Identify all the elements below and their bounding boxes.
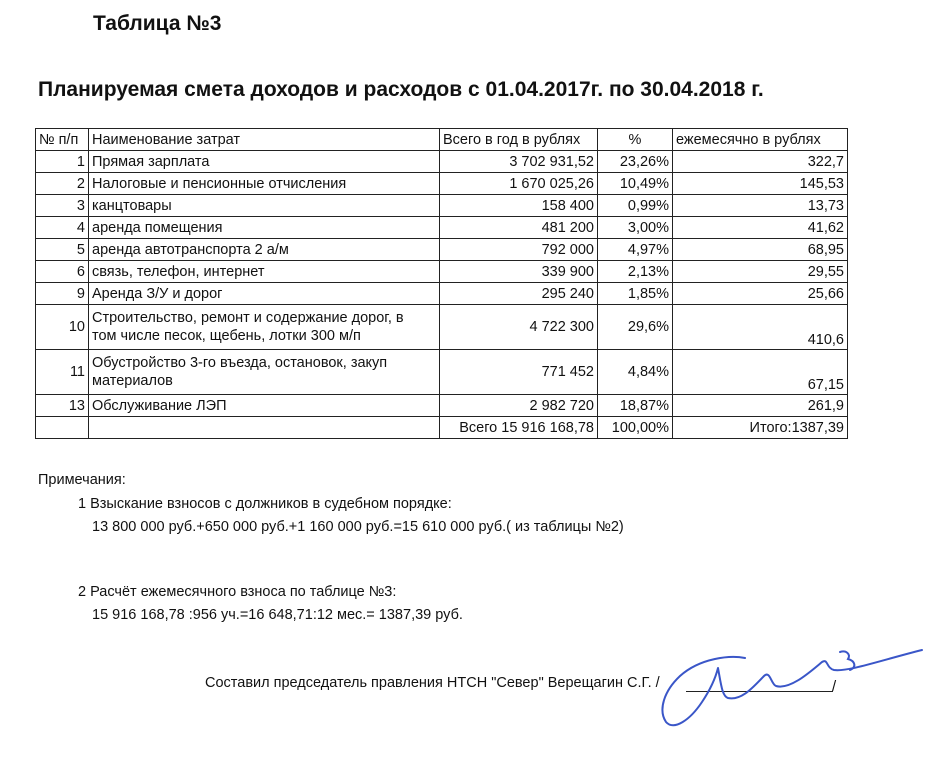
row-name: аренда автотранспорта 2 а/м xyxy=(89,239,440,261)
row-monthly: 67,15 xyxy=(673,350,848,395)
row-name: аренда помещения xyxy=(89,217,440,239)
row-percent: 1,85% xyxy=(598,283,673,305)
row-name: Аренда З/У и дорог xyxy=(89,283,440,305)
row-name: Прямая зарплата xyxy=(89,151,440,173)
table-row xyxy=(36,195,848,217)
row-percent: 29,6% xyxy=(598,305,673,350)
signature-caption: Составил председатель правления НТСН "Север" Верещагин С.Г. / xyxy=(205,675,660,691)
signature-stroke xyxy=(840,651,854,670)
note-detail: 13 800 000 руб.+650 000 руб.+1 160 000 руб.=15 610 000 руб.( из таблицы №2) xyxy=(92,519,624,535)
totals-total: Всего 15 916 168,78 xyxy=(440,417,598,439)
row-percent: 4,97% xyxy=(598,239,673,261)
table-row xyxy=(36,305,848,350)
row-monthly: 68,95 xyxy=(673,239,848,261)
totals-percent: 100,00% xyxy=(598,417,673,439)
table-row xyxy=(36,173,848,195)
notes-heading: Примечания: xyxy=(38,472,126,488)
totals-monthly: Итого:1387,39 xyxy=(673,417,848,439)
row-total: 792 000 xyxy=(440,239,598,261)
signature-closing-slash: / xyxy=(832,678,837,695)
note-detail: 15 916 168,78 :956 уч.=16 648,71:12 мес.= 1387,39 руб. xyxy=(92,607,463,623)
row-total: 771 452 xyxy=(440,350,598,395)
document-subtitle: Планируемая смета доходов и расходов с 01.04.2017г. по 30.04.2018 г. xyxy=(38,78,764,101)
row-number: 10 xyxy=(36,305,89,350)
handwritten-signature xyxy=(650,632,930,732)
row-percent: 23,26% xyxy=(598,151,673,173)
row-total: 4 722 300 xyxy=(440,305,598,350)
row-percent: 10,49% xyxy=(598,173,673,195)
row-percent: 4,84% xyxy=(598,350,673,395)
row-monthly: 13,73 xyxy=(673,195,848,217)
table-row xyxy=(36,239,848,261)
row-number: 11 xyxy=(36,350,89,395)
totals-empty-cell xyxy=(36,417,89,439)
row-number: 6 xyxy=(36,261,89,283)
row-total: 481 200 xyxy=(440,217,598,239)
row-number: 5 xyxy=(36,239,89,261)
row-name-line: Обустройство 3-го въезда, остановок, закуп xyxy=(92,355,388,371)
table-row xyxy=(36,395,848,417)
row-number: 4 xyxy=(36,217,89,239)
row-percent: 0,99% xyxy=(598,195,673,217)
table-totals-row xyxy=(36,417,848,439)
signature-stroke xyxy=(662,650,922,725)
row-name-line: Строительство, ремонт и содержание дорог, в xyxy=(92,310,404,326)
header-name: Наименование затрат xyxy=(89,129,440,151)
row-monthly: 410,6 xyxy=(673,305,848,350)
row-percent: 2,13% xyxy=(598,261,673,283)
row-monthly: 41,62 xyxy=(673,217,848,239)
row-total: 339 900 xyxy=(440,261,598,283)
row-name xyxy=(89,350,440,395)
row-percent: 18,87% xyxy=(598,395,673,417)
table-row xyxy=(36,217,848,239)
header-monthly: ежемесячно в рублях xyxy=(673,129,848,151)
totals-empty-cell xyxy=(89,417,440,439)
row-name-line: том числе песок, щебень, лотки 300 м/п xyxy=(92,328,361,344)
row-monthly: 322,7 xyxy=(673,151,848,173)
row-monthly: 261,9 xyxy=(673,395,848,417)
row-monthly: 25,66 xyxy=(673,283,848,305)
row-number: 2 xyxy=(36,173,89,195)
table-row xyxy=(36,261,848,283)
header-percent: % xyxy=(598,129,673,151)
row-name: связь, телефон, интернет xyxy=(89,261,440,283)
row-name: канцтовары xyxy=(89,195,440,217)
row-percent: 3,00% xyxy=(598,217,673,239)
row-name xyxy=(89,305,440,350)
header-number: № п/п xyxy=(36,129,89,151)
table-row xyxy=(36,283,848,305)
document-title: Таблица №3 xyxy=(93,12,222,35)
note-item: 2 Расчёт ежемесячного взноса по таблице №3: xyxy=(78,584,397,600)
row-total: 1 670 025,26 xyxy=(440,173,598,195)
table-row xyxy=(36,350,848,395)
row-number: 13 xyxy=(36,395,89,417)
row-total: 3 702 931,52 xyxy=(440,151,598,173)
row-number: 9 xyxy=(36,283,89,305)
row-name-line: материалов xyxy=(92,373,173,389)
row-total: 2 982 720 xyxy=(440,395,598,417)
header-total: Всего в год в рублях xyxy=(440,129,598,151)
budget-table xyxy=(35,128,848,439)
table-header-row xyxy=(36,129,848,151)
row-monthly: 29,55 xyxy=(673,261,848,283)
row-monthly: 145,53 xyxy=(673,173,848,195)
row-number: 3 xyxy=(36,195,89,217)
row-number: 1 xyxy=(36,151,89,173)
table-row xyxy=(36,151,848,173)
row-name: Обслуживание ЛЭП xyxy=(89,395,440,417)
row-name: Налоговые и пенсионные отчисления xyxy=(89,173,440,195)
row-total: 295 240 xyxy=(440,283,598,305)
note-item: 1 Взыскание взносов с должников в судебном порядке: xyxy=(78,496,452,512)
row-total: 158 400 xyxy=(440,195,598,217)
